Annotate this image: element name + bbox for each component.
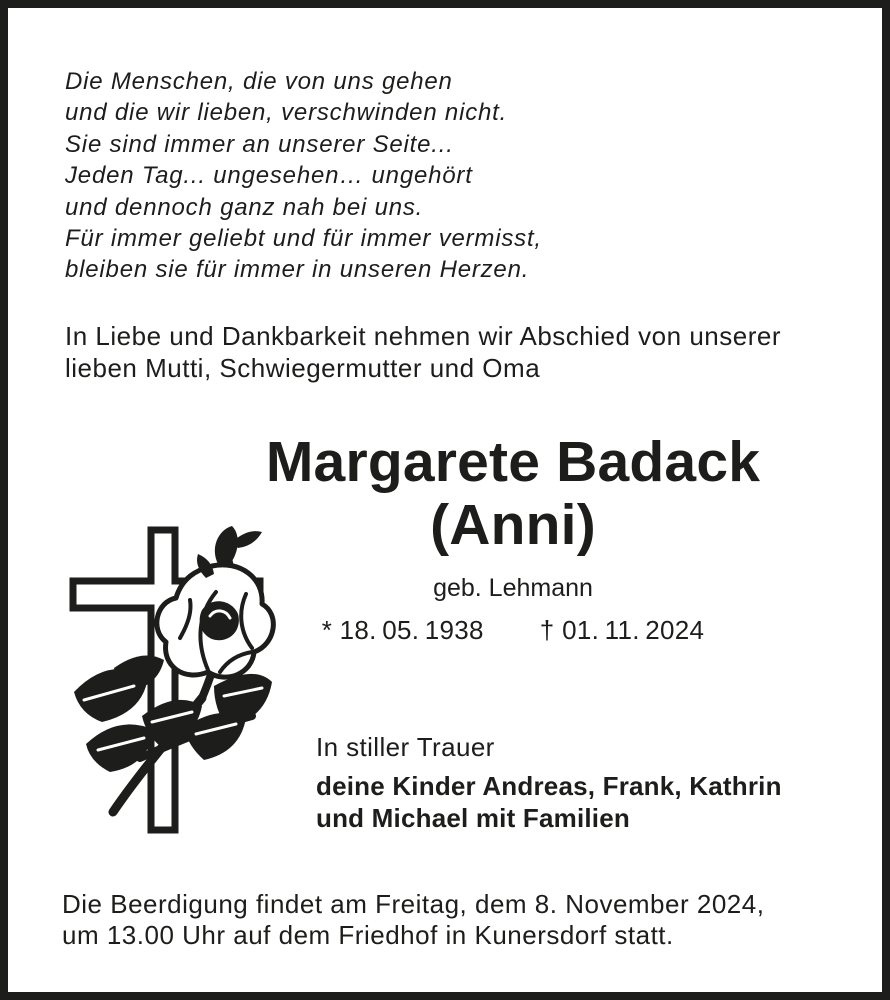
death-date: † 01. 11. 2024 xyxy=(539,615,705,645)
farewell-intro-line: lieben Mutti, Schwiegermutter und Oma xyxy=(65,353,541,383)
poem-line: Jeden Tag... ungesehen… ungehört xyxy=(65,162,473,190)
deceased-nickname: (Anni) xyxy=(430,493,596,557)
poem-line: Die Menschen, die von uns gehen xyxy=(65,68,453,95)
cross-with-rose-icon xyxy=(56,520,276,852)
mourners-line: deine Kinder Andreas, Frank, Kathrin xyxy=(316,771,782,801)
memorial-poem xyxy=(65,66,542,286)
mourning-block xyxy=(316,731,782,834)
mourners-line: und Michael mit Familien xyxy=(316,803,630,833)
funeral-line: um 13.00 Uhr auf dem Friedhof in Kunersdorf statt. xyxy=(62,920,674,950)
birth-date: * 18. 05. 1938 xyxy=(321,615,484,645)
poem-line: Für immer geliebt und für immer vermisst, xyxy=(65,225,542,253)
farewell-intro-line: In Liebe und Dankbarkeit nehmen wir Abschied von unserer xyxy=(65,321,781,351)
deceased-name: Margarete Badack xyxy=(265,430,761,494)
maiden-name: geb. Lehmann xyxy=(433,574,593,602)
cross-and-rose-art xyxy=(56,520,276,852)
farewell-intro xyxy=(65,320,781,384)
poem-line: und dennoch ganz nah bei uns. xyxy=(65,193,424,221)
mourning-intro: In stiller Trauer xyxy=(316,732,495,762)
funeral-line: Die Beerdigung findet am Freitag, dem 8. November 2024, xyxy=(62,889,765,919)
poem-line: und die wir lieben, verschwinden nicht. xyxy=(65,99,508,127)
poem-line: bleiben sie für immer in unseren Herzen. xyxy=(65,256,530,284)
poem-line: Sie sind immer an unserer Seite... xyxy=(65,130,454,158)
funeral-announcement xyxy=(62,889,764,951)
